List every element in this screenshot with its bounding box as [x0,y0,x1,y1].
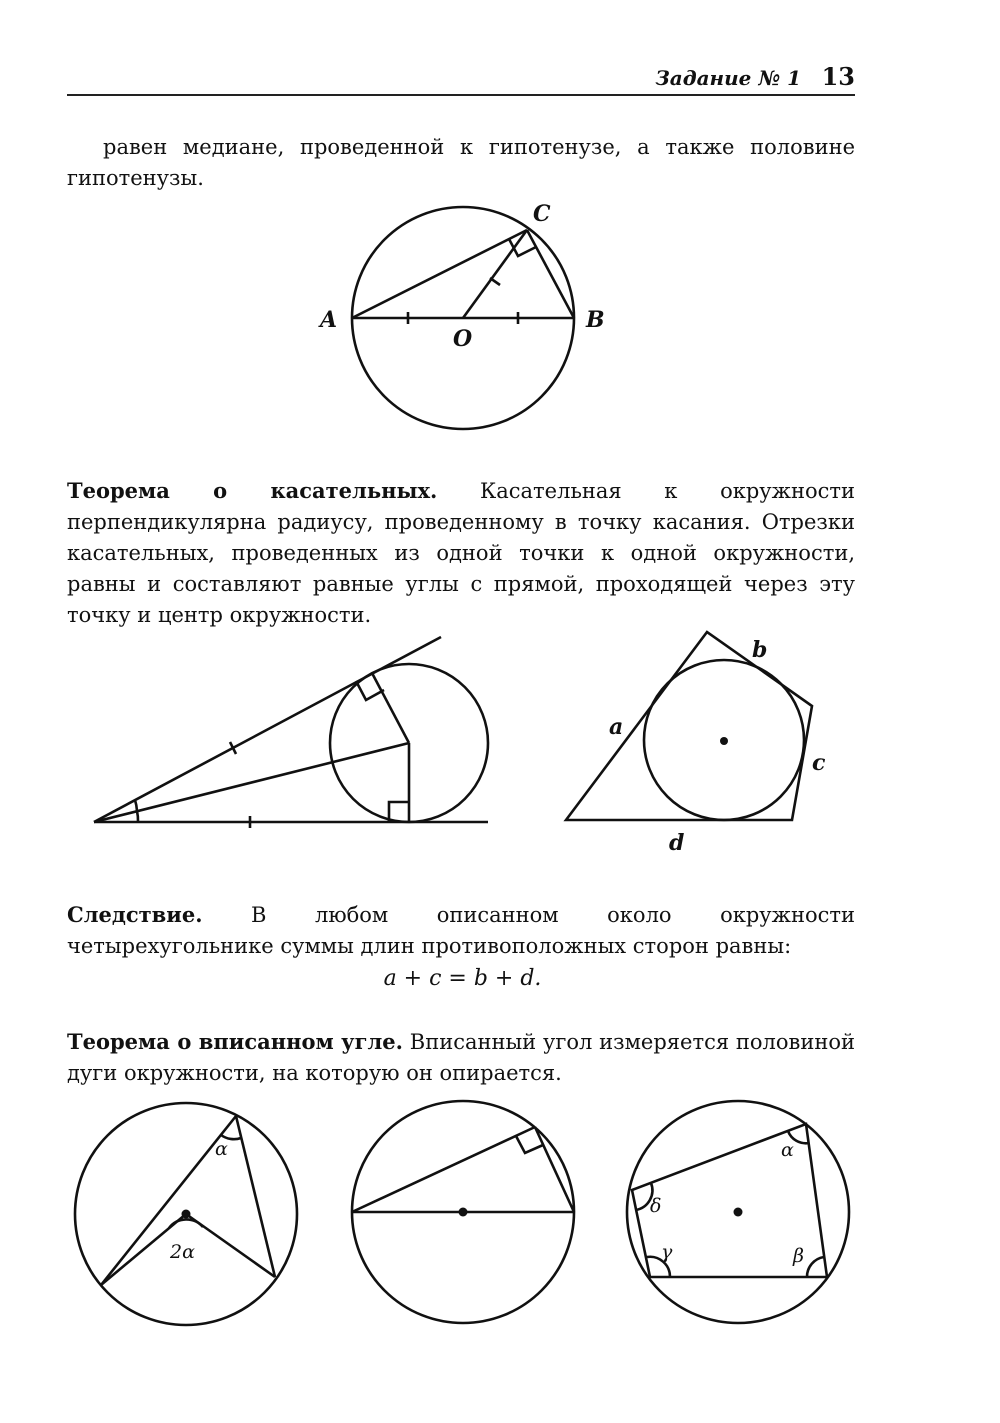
tangent-theorem-title: Теорема о касательных. [67,478,438,503]
label-q-alpha: α [781,1139,794,1161]
tick-oc [490,278,500,285]
center-dot-central [182,1210,191,1219]
corollary-title: Следствие. [67,902,203,927]
label-b: B [586,307,605,333]
label-q-delta: δ [650,1195,662,1217]
median-oc [463,230,527,318]
corollary-text: В любом описанном около окружности четырехугольнике суммы длин противоположных сторон равны: [67,903,855,958]
radius-upper [372,673,409,743]
label-side-a: a [609,714,624,740]
label-q-beta: β [793,1245,804,1267]
label-c: C [533,201,551,227]
label-q-gamma: γ [661,1241,673,1263]
label-side-c: c [812,750,826,776]
line-to-center [94,743,409,822]
inscribed-theorem-title: Теорема о вписанном угле. [67,1029,403,1054]
side-cb [527,230,574,318]
tangent-upper [94,637,441,822]
task-label: Задание № 1 [655,66,801,90]
label-side-d: d [669,830,685,856]
angle-arc-lower [137,811,138,822]
figure-tangents-from-point [94,637,488,828]
arc-q-beta [807,1257,824,1277]
intro-paragraph: равен медиане, проведенной к гипотенузе, а также половине гипотенузы. [67,135,855,190]
angle-arc-upper [135,800,137,811]
tangent-theorem-text: Касательная к окружности перпендикулярна радиусу, проведенному в точку касания. Отрезки касательных, проведенных из одной точки к одной окружности, равны и составляют равные углы с прямой, проходящей через эту точку и центр окружности. [67,479,855,627]
figure-circumscribed-quadrilateral [566,632,812,820]
center-dot-quad [720,737,728,745]
quadrilateral [566,632,812,820]
label-a: A [320,307,338,333]
inscribed-theorem-text: Вписанный угол измеряется половиной дуги окружности, на которую он опирается. [67,1030,855,1085]
page-number: 13 [821,62,855,91]
center-dot-inscribed-quad [734,1208,743,1217]
corollary-formula: a + c = b + d. [383,966,542,991]
figure-right-triangle-in-circle [352,207,574,429]
arc-two-alpha [169,1219,203,1228]
side-ac [352,230,527,318]
center-dot-diameter [459,1208,468,1217]
label-alpha: α [215,1138,228,1160]
chord-right-2 [535,1127,574,1212]
label-two-alpha: 2α [170,1241,195,1263]
label-side-b: b [752,637,768,663]
label-o: O [453,326,473,352]
